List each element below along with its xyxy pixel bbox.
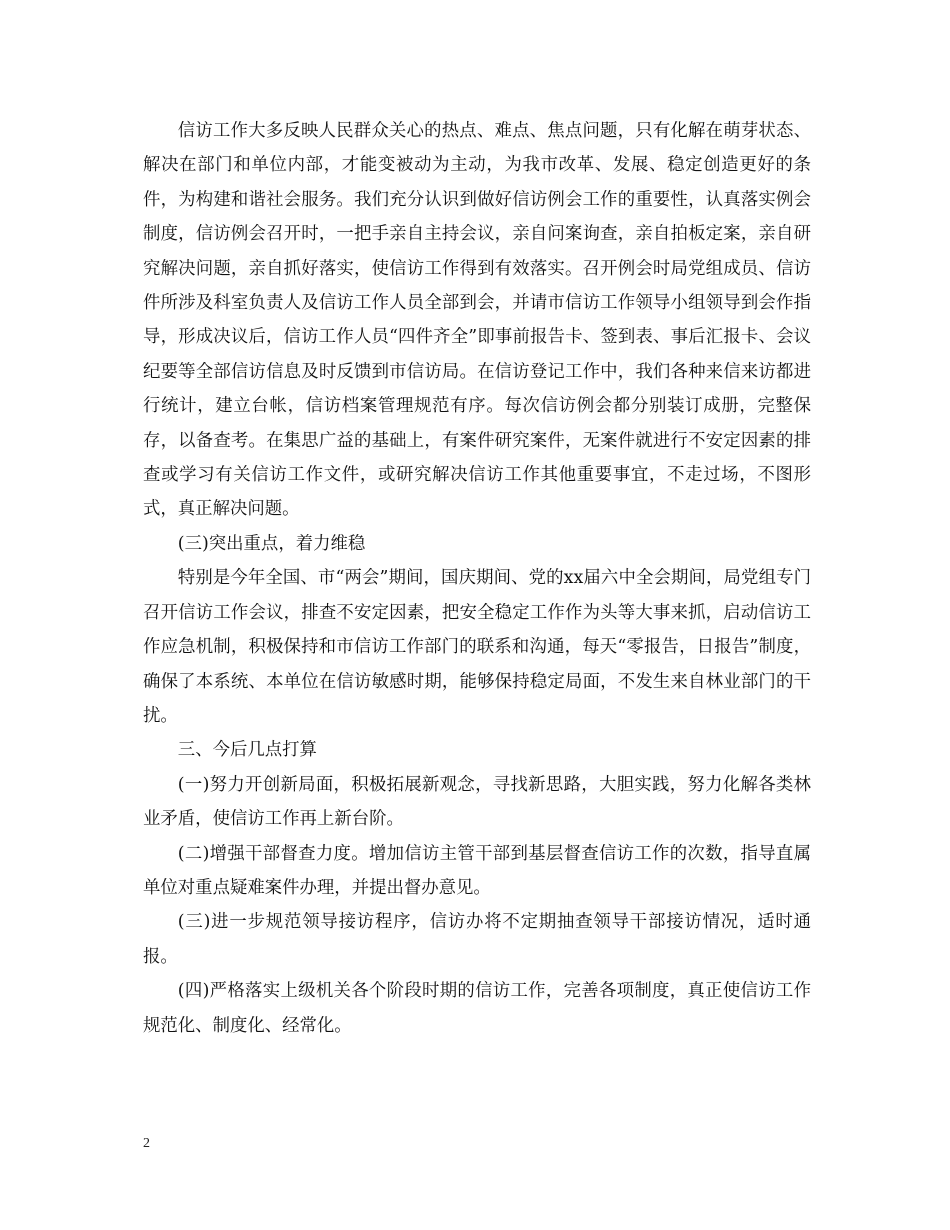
section-subheading: (三)突出重点，着力维稳 bbox=[177, 533, 366, 554]
section-heading: 三、今后几点打算 bbox=[177, 740, 317, 761]
list-item: (三)进一步规范领导接访程序，信访办将不定期抽查领导干部接访情况，适时通报。 bbox=[143, 912, 811, 967]
list-item: (一)努力开创新局面，积极拓展新观念，寻找新思路，大胆实践，努力化解各类林业矛盾，使信访工作再上新台阶。 bbox=[143, 774, 811, 830]
list-item: (二)增强干部督查力度。增加信访主管干部到基层督查信访工作的次数，指导直属单位对重点疑难案件办理，并提出督办意见。 bbox=[143, 843, 811, 898]
body-paragraph: 特别是今年全国、市“两会”期间，国庆期间、党的xx届六中全会期间，局党组专门召开信访工作会议，排查不安定因素，把安全稳定工作作为头等大事来抓，启动信访工作应急机制，积极保持和市信访工作部门的联系和沟通，每天“零报告，日报告”制度，确保了本系统、本单位在信访敏感时期，能够保持稳定局面，不发生来自林业部门的干扰。 bbox=[143, 568, 811, 726]
list-item: (四)严格落实上级机关各个阶段时期的信访工作，完善各项制度，真正使信访工作规范化、制度化、经常化。 bbox=[143, 981, 811, 1036]
page-number: 2 bbox=[143, 1136, 150, 1151]
body-paragraph: 信访工作大多反映人民群众关心的热点、难点、焦点问题，只有化解在萌芽状态、解决在部门和单位内部，才能变被动为主动，为我市改革、发展、稳定创造更好的条件，为构建和谐社会服务。我们充分认识到做好信访例会工作的重要性，认真落实例会制度，信访例会召开时，一把手亲自主持会议，亲自问案询查，亲自拍板定案，亲自研究解决问题，亲自抓好落实，使信访工作得到有效落实。召开例会时局党组成员、信访件所涉及科室负责人及信访工作人员全部到会，并请市信访工作领导小组领导到会作指导，形成决议后，信访工作人员“四件齐全”即事前报告卡、签到表、事后汇报卡、会议纪要等全部信访信息及时反馈到市信访局。在信访登记工作中，我们各种来信来访都进行统计，建立台帐，信访档案管理规范有序。每次信访例会都分别装订成册，完整保存，以备查考。在集思广益的基础上，有案件研究案件，无案件就进行不安定因素的排查或学习有关信访工作文件，或研究解决信访工作其他重要事宜，不走过场，不图形式，真正解决问题。 bbox=[143, 121, 811, 520]
document-body bbox=[143, 114, 811, 1043]
